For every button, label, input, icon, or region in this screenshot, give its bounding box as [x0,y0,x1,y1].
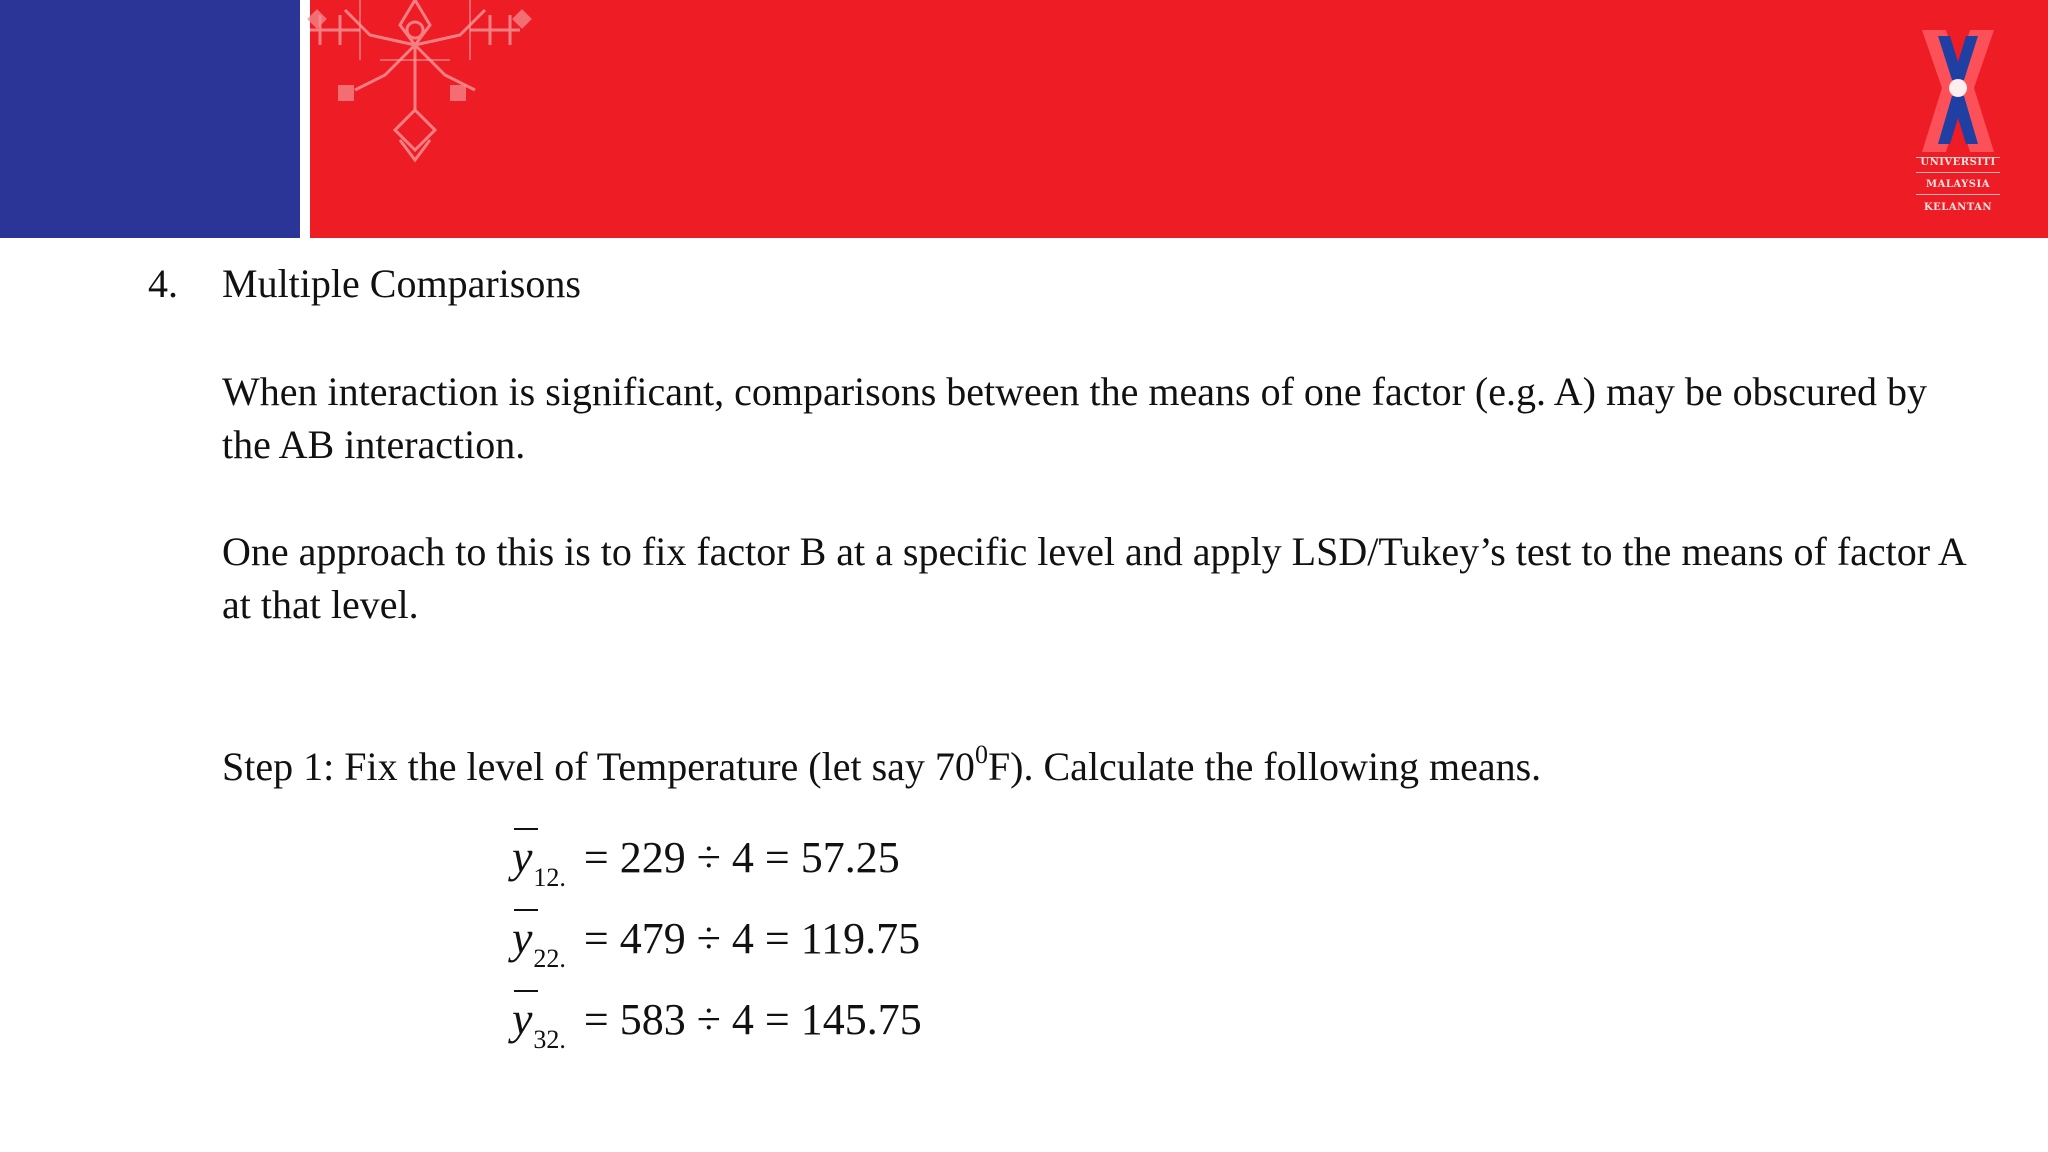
step-text-before: Step 1: Fix the level of Temperature (let say 70 [222,744,975,789]
logo-rule [1916,172,2000,173]
university-logo [1908,22,2008,213]
paragraph-approach: One approach to this is to fix factor B at a specific level and apply LSD/Tukey’s test to the means of factor A at that level. [222,529,1965,627]
logo-text-line1: UNIVERSITI [1920,157,1996,168]
mean-equation [512,984,922,1054]
paragraph-interaction: When interaction is significant, comparisons between the means of one factor (e.g. A) may be obscured by the AB interaction. [222,369,1927,467]
logo-text-line2: MALAYSIA [1926,179,1990,190]
mean-subscript: 12. [533,863,566,892]
step-1-text [222,740,1541,794]
y-bar-symbol: y [512,822,532,892]
mean-expression: = 479 ÷ 4 = 119.75 [583,914,921,963]
y-bar-symbol: y [512,903,532,973]
mean-subscript: 22. [533,944,566,973]
section-heading [148,256,581,312]
section-title: Multiple Comparisons [222,261,581,306]
logo-text-line3: KELANTAN [1923,202,1993,213]
mean-expression: = 583 ÷ 4 = 145.75 [583,995,922,1044]
header-banner [0,0,2048,238]
banner-blue-block [0,0,300,238]
mean-equation [512,903,920,973]
logo-rule [1916,194,2000,195]
step-text-after: F). Calculate the following means. [987,744,1542,789]
mean-equation [512,822,900,892]
degree-superscript: 0 [974,739,988,769]
mean-subscript: 32. [533,1025,566,1054]
mean-expression: = 229 ÷ 4 = 57.25 [583,833,900,882]
banner-red-block [310,0,2048,238]
umk-logo-icon [1916,28,2000,154]
flower-motif-icon [300,0,550,165]
y-bar-symbol: y [512,984,532,1054]
section-number: 4. [148,261,178,306]
